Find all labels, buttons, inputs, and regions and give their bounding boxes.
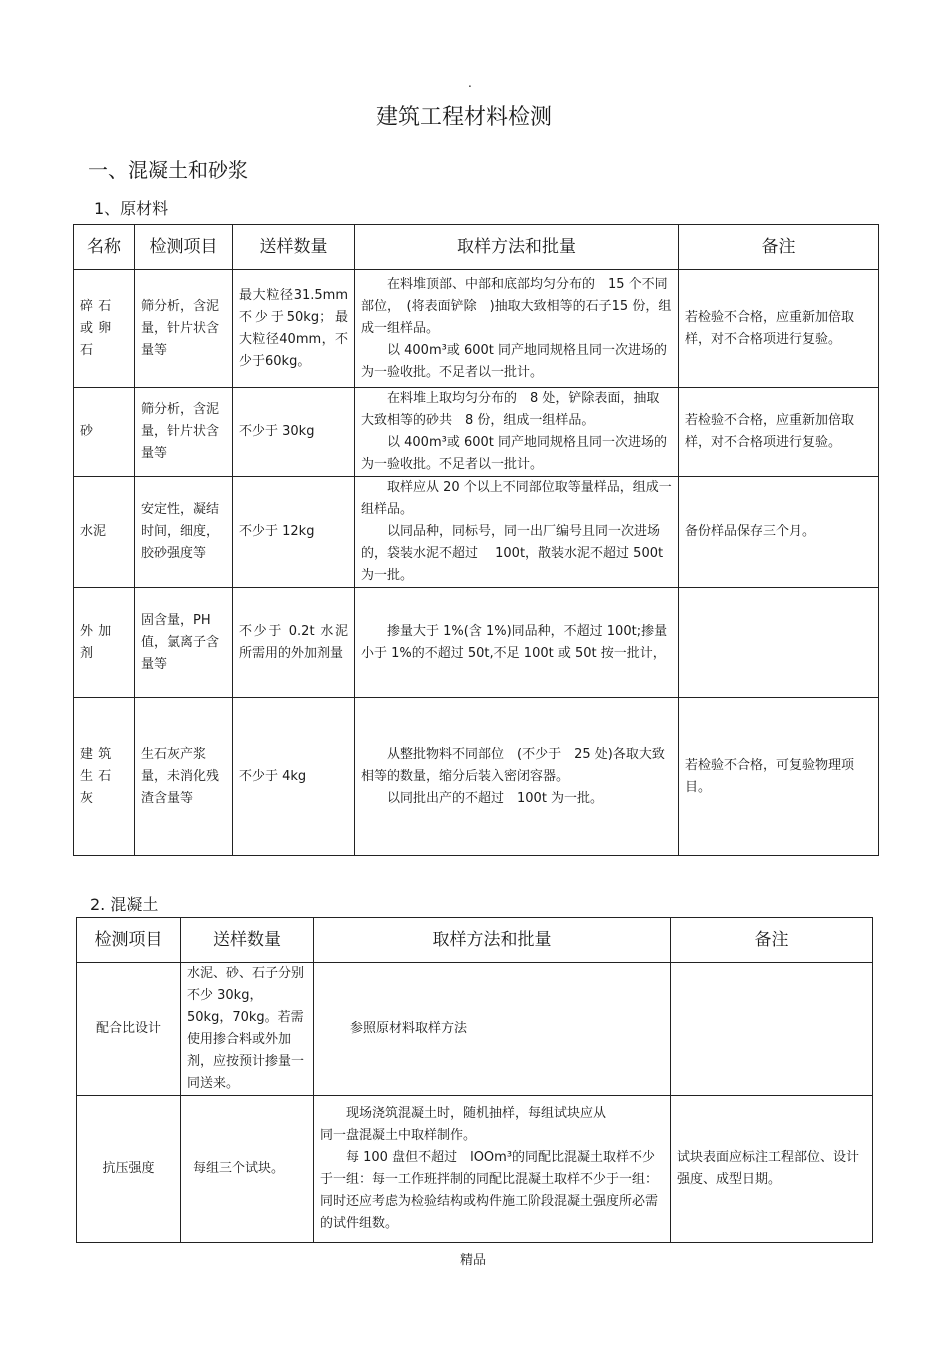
material-name: 碎石或卵石 — [74, 270, 135, 388]
column-header: 取样方法和批量 — [355, 225, 679, 270]
method-paragraph: 在料堆上取均匀分布的 8 处，铲除表面，抽取大致相等的砂共 8 份，组成一组样品。 — [361, 391, 660, 428]
column-header: 取样方法和批量 — [314, 918, 671, 963]
column-header: 检测项目 — [135, 225, 233, 270]
method-paragraph: 以同批出产的不超过 100t 为一批。 — [387, 790, 604, 806]
test-items: 筛分析，含泥量，针片状含量等 — [135, 388, 233, 477]
table-header-row — [74, 225, 879, 270]
test-items: 安定性，凝结时间，细度，胶砂强度等 — [135, 477, 233, 588]
column-header: 送样数量 — [233, 225, 355, 270]
remark: 若检验不合格，可复验物理项目。 — [679, 698, 879, 856]
sample-quantity: 不少于 0.2t 水泥所需用的外加剂量 — [233, 588, 355, 698]
method-paragraph: 每 100 盘但不超过 lOOm³的同配比混凝土取样不少于一组：每一工作班拌制的同配比混凝土取样不少于一组：同时还应考虑为检验结构或构件施工阶段混凝土强度所必需的试件组数。 — [320, 1150, 659, 1231]
method-paragraph: 同一盘混凝土中取样制作。 — [320, 1128, 477, 1143]
table-row — [77, 1096, 873, 1243]
raw-materials-table — [73, 224, 879, 856]
sample-quantity: 不少于 12kg — [233, 477, 355, 588]
table-row — [74, 388, 879, 477]
test-item: 配合比设计 — [77, 963, 181, 1096]
sampling-method — [355, 388, 679, 477]
sample-quantity: 每组三个试块。 — [181, 1096, 314, 1243]
remark: 若检验不合格，应重新加倍取样，对不合格项进行复验。 — [679, 388, 879, 477]
material-name: 砂 — [74, 388, 135, 477]
page-title: 建筑工程材料检测 — [375, 105, 552, 130]
test-items: 生石灰产浆量，未消化残渣含量等 — [135, 698, 233, 856]
material-name: 水泥 — [74, 477, 135, 588]
remark: 若检验不合格，应重新加倍取样，对不合格项进行复验。 — [679, 270, 879, 388]
sampling-method — [314, 963, 671, 1096]
sampling-method — [355, 588, 679, 698]
column-header: 检测项目 — [77, 918, 181, 963]
column-header: 备注 — [671, 918, 873, 963]
method-paragraph: 以 400m³或 600t 同产地同规格且同一次进场的为一验收批。不足者以一批计。 — [361, 342, 667, 380]
table-row — [77, 963, 873, 1096]
section-heading: 一、混凝土和砂浆 — [88, 158, 248, 182]
test-item: 抗压强度 — [77, 1096, 181, 1243]
sample-quantity: 不少于 30kg — [233, 388, 355, 477]
column-header: 备注 — [679, 225, 879, 270]
remark — [671, 963, 873, 1096]
sampling-method — [314, 1096, 671, 1243]
table-row — [74, 270, 879, 388]
column-header: 送样数量 — [181, 918, 314, 963]
material-name: 建筑生石灰 — [74, 698, 135, 856]
sampling-method — [355, 270, 679, 388]
table-row — [74, 477, 879, 588]
sample-quantity: 不少于 4kg — [233, 698, 355, 856]
table-row — [74, 698, 879, 856]
sampling-method — [355, 698, 679, 856]
remark: 试块表面应标注工程部位、设计强度、成型日期。 — [671, 1096, 873, 1243]
method-paragraph: 现场浇筑混凝土时，随机抽样，每组试块应从 — [346, 1106, 607, 1121]
method-paragraph: 在料堆顶部、中部和底部均匀分布的 15 个不同部位， (将表面铲除 )抽取大致相等的石子15 份，组成一组样品。 — [361, 276, 672, 336]
sampling-method — [355, 477, 679, 588]
method-paragraph: 取样应从 20 个以上不同部位取等量样品，组成一组样品。 — [361, 480, 672, 517]
method-paragraph: 掺量大于 1%(含 1%)同品种，不超过 100t;掺量小于 1%的不超过 50t,不足 100t 或 50t 按一批计， — [361, 623, 668, 661]
method-paragraph: 以同品种，同标号，同一出厂编号且同一次进场的，袋装水泥不超过 100t，散装水泥不超过 500t 为一批。 — [361, 524, 664, 583]
sample-quantity: 水泥、砂、石子分别不少 30kg，50kg，70kg。若需使用掺合料或外加剂，应按预计掺量一同送来。 — [181, 963, 314, 1096]
page-dot: . — [468, 76, 472, 90]
column-header: 名称 — [74, 225, 135, 270]
table-row — [74, 588, 879, 698]
sample-quantity: 最大粒径31.5mm 不少于50kg；最大粒径40mm，不少于60kg。 — [233, 270, 355, 388]
concrete-table — [76, 917, 873, 1243]
method-paragraph: 从整批物料不同部位 (不少于 25 处)各取大致相等的数量，缩分后装入密闭容器。 — [361, 746, 665, 784]
material-name: 外加剂 — [74, 588, 135, 698]
subsection-heading-raw-materials: 1、原材料 — [94, 199, 169, 218]
table-header-row — [77, 918, 873, 963]
test-items: 固含量，PH值，氯离子含量等 — [135, 588, 233, 698]
remark: 备份样品保存三个月。 — [679, 477, 879, 588]
remark — [679, 588, 879, 698]
subsection-heading-concrete: 2. 混凝土 — [90, 895, 159, 914]
method-paragraph: 以 400m³或 600t 同产地同规格且同一次进场的为一验收批。不足者以一批计。 — [361, 435, 667, 472]
page-footer: 精品 — [459, 1253, 486, 1268]
test-items: 筛分析，含泥量，针片状含量等 — [135, 270, 233, 388]
method-paragraph: 参照原材料取样方法 — [350, 1021, 468, 1036]
